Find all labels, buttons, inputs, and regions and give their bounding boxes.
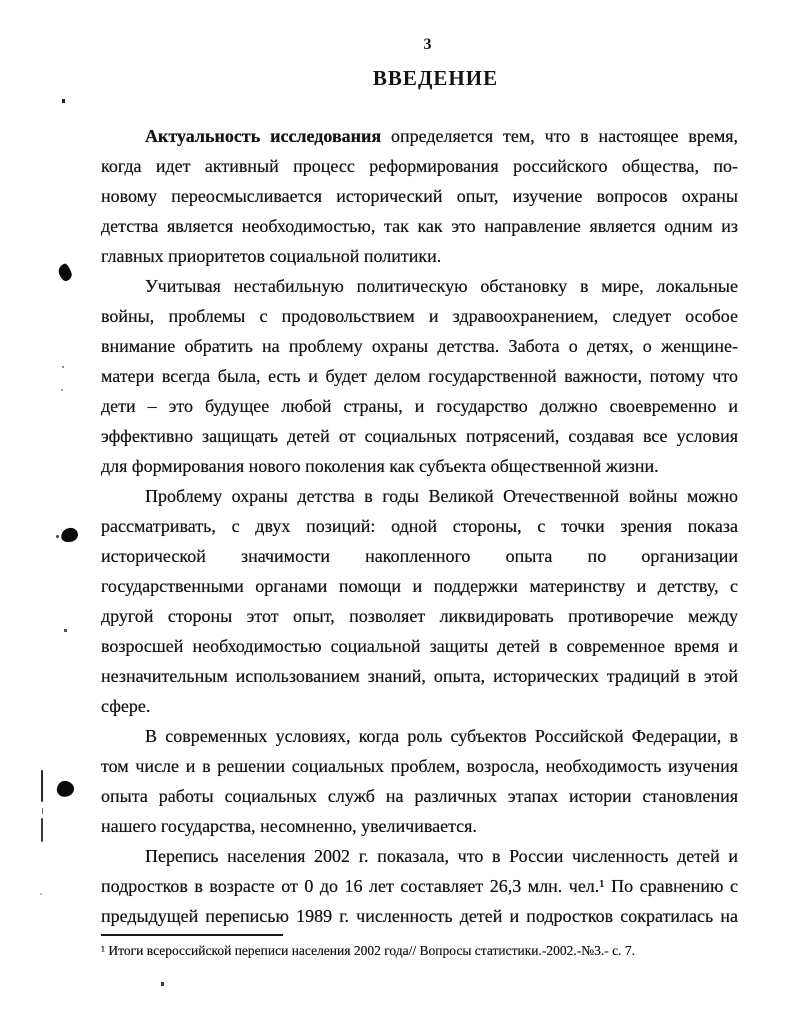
text-line: опыта работы социальных служб на различных этапах истории становления <box>101 786 738 806</box>
ink-speck-artifact <box>56 535 59 538</box>
ink-line-artifact <box>42 808 43 814</box>
text-line: возросшей необходимостью социальной защиты детей в современное время и <box>101 636 738 656</box>
text-line: для формирования нового поколения как субъекта общественной жизни. <box>101 456 659 476</box>
page-number: 3 <box>423 36 432 53</box>
ink-speck-artifact <box>64 629 67 632</box>
ink-speck-artifact <box>62 366 64 368</box>
text-line: новому переосмысливается исторический опыт, изучение вопросов охраны <box>101 186 738 206</box>
text-line: том числе и в решении социальных проблем, возросла, необходимость изучения <box>101 756 738 776</box>
text-line: другой стороны этот опыт, позволяет ликвидировать противоречие между <box>101 606 738 626</box>
text-line: предыдущей переписью 1989 г. численность детей и подростков сократилась на <box>101 906 738 926</box>
text-line: детства является необходимостью, так как это направление является одним из <box>101 216 738 236</box>
text-line: Перепись населения 2002 г. показала, что в России численность детей и <box>145 846 738 866</box>
text-line: войны, проблемы с продовольствием и здравоохранением, следует особое <box>101 306 738 326</box>
body-text <box>101 121 738 931</box>
text-line: нашего государства, несомненно, увеличивается. <box>101 816 477 836</box>
text-line: сфере. <box>101 696 151 716</box>
ink-speck-artifact <box>40 893 42 895</box>
text-line: внимание обратить на проблему охраны детства. Забота о детях, о женщине- <box>101 336 738 356</box>
text-line: дети – это будущее любой страны, и государство должно своевременно и <box>101 396 738 416</box>
text-line: государственными органами помощи и поддержки материнству и детству, с <box>101 576 738 596</box>
text-line: когда идет активный процесс реформирования российского общества, по- <box>101 156 738 176</box>
paragraph <box>101 271 738 481</box>
ink-blob-artifact <box>60 527 79 544</box>
text-line: исторической значимости накопленного опыта по организации <box>101 546 738 566</box>
ink-speck-artifact <box>62 99 65 103</box>
text-line: эффективно защищать детей от социальных потрясений, создавая все условия <box>101 426 738 446</box>
ink-blob-artifact <box>57 263 74 283</box>
ink-line-artifact <box>41 818 43 842</box>
section-heading: ВВЕДЕНИЕ <box>372 66 499 90</box>
paragraph <box>101 121 738 271</box>
text-line: рассматривать, с двух позиций: одной стороны, с точки зрения показа <box>101 516 738 536</box>
text-line: В современных условиях, когда роль субъектов Российской Федерации, в <box>145 726 738 746</box>
footnote-divider <box>101 934 283 936</box>
footnote: ¹ Итоги всероссийской переписи населения 2002 года// Вопросы статистики.-2002.-№3.- с. 7. <box>101 943 635 958</box>
text-line: незначительным использованием знаний, опыта, исторических традиций в этой <box>101 666 738 686</box>
text-line: Актуальность исследования определяется тем, что в настоящее время, <box>145 126 738 146</box>
ink-speck-artifact <box>61 389 63 391</box>
ink-blob-artifact <box>56 779 76 798</box>
text-line: подростков в возрасте от 0 до 16 лет составляет 26,3 млн. чел.¹ По сравнению с <box>101 876 738 896</box>
ink-line-artifact <box>41 770 43 802</box>
paragraph <box>101 721 738 841</box>
text-line: Проблему охраны детства в годы Великой Отечественной войны можно <box>145 486 738 506</box>
paragraph <box>101 481 738 721</box>
ink-speck-artifact <box>161 982 164 986</box>
text-line: матери всегда была, есть и будет делом государственной важности, потому что <box>101 366 738 386</box>
text-line: Учитывая нестабильную политическую обстановку в мире, локальные <box>145 276 738 296</box>
paragraph <box>101 841 738 931</box>
text-line: главных приоритетов социальной политики. <box>101 246 442 266</box>
